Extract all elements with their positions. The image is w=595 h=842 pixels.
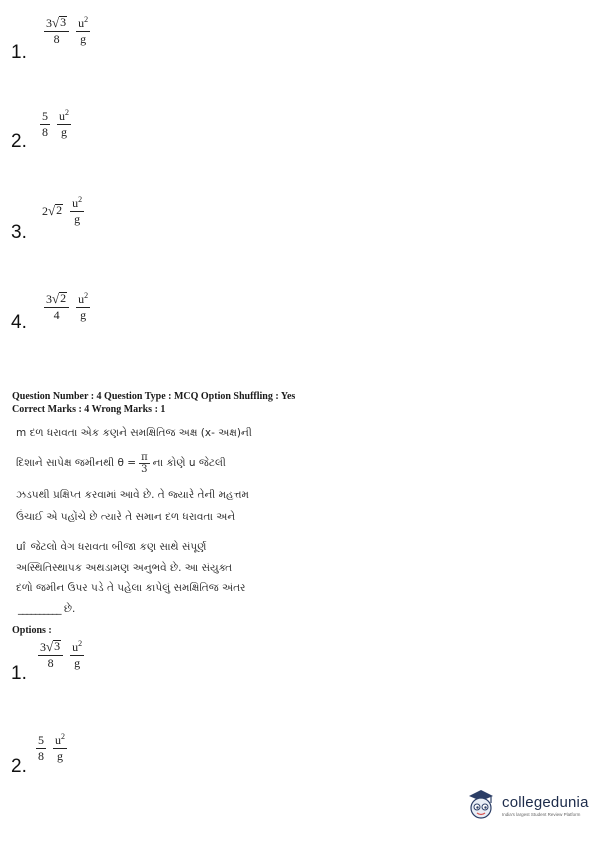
option-3-number: 3.: [11, 222, 27, 243]
coefficient-fraction: $\frac{5}{8}$: [38, 733, 44, 763]
theta-fraction: $\frac{\pi}{3}$: [141, 451, 148, 475]
logo-tagline: India's largest Student Review Platform: [502, 811, 581, 817]
question-line-3: ઝડપથી પ્રક્ષિપ્ત કરવામાં આવે છે. તે જ્યારે તેની મહત્તમ: [16, 489, 249, 501]
question-line-1: m દળ ધરાવતા એક કણને સમક્ષિતિજ અક્ષ (x- અક્ષ)ની: [16, 427, 252, 439]
u2-over-g-fraction: $\frac{u^2}{g}$: [78, 290, 89, 322]
u2-over-g-fraction: $\frac{u^2}{g}$: [78, 14, 89, 46]
option-4-expression: [44, 292, 90, 322]
u2-over-g-fraction: $\frac{u^2}{g}$: [72, 195, 83, 226]
coefficient-fraction: 3 √ 2 4: [44, 292, 69, 322]
question-meta-line-2: Correct Marks : 4 Wrong Marks : 1: [12, 404, 166, 415]
u2-over-g-fraction: $\frac{u^2}{g}$: [72, 638, 83, 670]
question-answer-blank: __________ છે.: [18, 603, 76, 615]
options-label: Options :: [12, 625, 52, 636]
question-meta-line-1: Question Number : 4 Question Type : MCQ Option Shuffling : Yes: [12, 391, 296, 402]
question-line-7: દળો જમીન ઉપર પડે તે પહેલા કાપેલું સમક્ષિતિજ અંતર: [16, 582, 246, 594]
coefficient: 2 √ 2: [42, 203, 63, 218]
question-line-2: દિશાને સાપેક્ષ જમીનથી θ = $\frac{\pi}{3}$ ના કોણે u જેટલી: [16, 451, 226, 475]
question-line-4: ઉંચાઈ એ પહોંચે છે ત્યારે તે સમાન દળ ધરાવતા અને: [16, 511, 236, 523]
option-1-expression: [44, 16, 90, 46]
question-line-5: uî જેટલો વેગ ધરાવતા બીજા કણ સાથે સંપૂર્ણ: [16, 541, 207, 553]
collegedunia-logo[interactable]: [466, 788, 589, 822]
answer-option-1-expression[interactable]: [38, 640, 84, 670]
graduate-mascot-icon: [466, 788, 496, 822]
logo-name: collegedunia: [502, 793, 589, 811]
question-line-6: અસ્થિતિસ્થાપક અથડામણ અનુભવે છે. આ સંયુક્ત: [16, 562, 233, 574]
coefficient-fraction: 3 √ 3 8: [38, 640, 63, 670]
answer-option-1-number[interactable]: 1.: [11, 663, 27, 684]
option-2-number: 2.: [11, 131, 27, 152]
coefficient-fraction: $\frac{5}{8}$: [42, 109, 48, 139]
answer-option-2-number[interactable]: 2.: [11, 756, 27, 777]
option-4-number: 4.: [11, 312, 27, 333]
coefficient-fraction: 3 √ 3 8: [44, 16, 69, 46]
option-3-expression: [42, 197, 84, 226]
option-1-number: 1.: [11, 42, 27, 63]
u2-over-g-fraction: $\frac{u^2}{g}$: [55, 732, 65, 763]
option-2-expression: [40, 110, 71, 139]
u2-over-g-fraction: $\frac{u^2}{g}$: [59, 108, 69, 139]
answer-option-2-expression[interactable]: [36, 734, 67, 763]
